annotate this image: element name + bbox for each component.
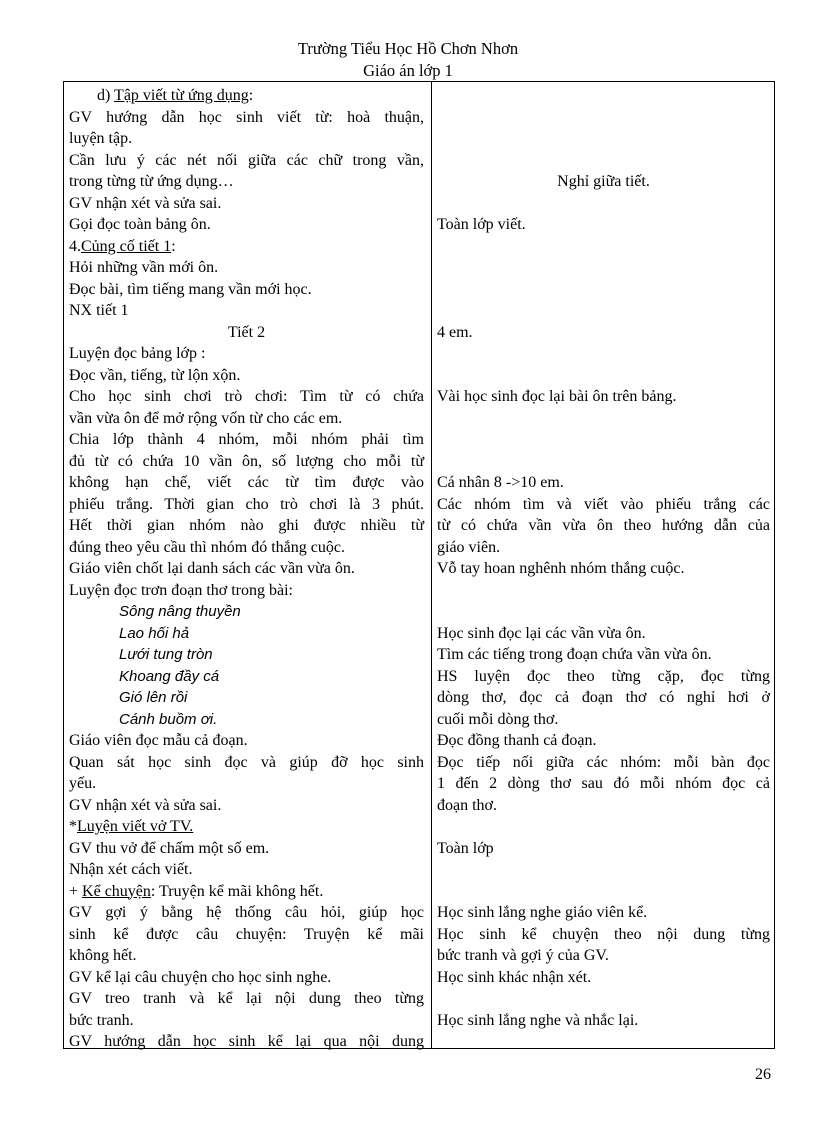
text-line: Học sinh khác nhận xét. xyxy=(437,968,592,986)
section-d-title: Tập viết từ ứng dụng xyxy=(114,87,249,104)
storytelling-heading xyxy=(69,881,424,903)
text-line: không hết. xyxy=(69,947,137,964)
text-line: Nhận xét cách viết. xyxy=(69,861,193,878)
text-line: 4 em. xyxy=(437,323,473,341)
column-divider xyxy=(431,82,432,1048)
text-line: đoạn thơ. xyxy=(437,796,498,814)
text-line: Luyện đọc trơn đoạn thơ trong bài: xyxy=(69,581,293,599)
text-line: sinh kể được câu chuyện: Truyện kể mãi xyxy=(69,925,424,943)
text-line: Đọc bài, tìm tiếng mang vần mới học. xyxy=(69,280,312,298)
text-line: Học sinh lắng nghe giáo viên kể. xyxy=(437,904,648,921)
poem-line: Sông nâng thuyền xyxy=(119,603,241,620)
text-line: trong từng từ ứng dụng… xyxy=(69,173,234,190)
text-line: luyện tập. xyxy=(69,130,133,147)
text-line: HS luyện đọc theo từng cặp, đọc từng xyxy=(437,667,770,685)
poem-line: Khoang đầy cá xyxy=(119,667,220,685)
text-line: GV hướng dẫn học sinh viết từ: hoà thuận, xyxy=(69,108,424,126)
text-line: Giáo viên đọc mẫu cả đoạn. xyxy=(69,732,248,749)
text-line: yếu. xyxy=(69,775,97,792)
poem-line: Lưới tung tròn xyxy=(119,646,213,663)
teacher-activities-column xyxy=(69,85,424,1053)
text-line: Hết thời gian nhóm nào ghi được nhiều từ xyxy=(69,517,424,534)
poem-line: Cánh buồm ơi. xyxy=(119,710,218,728)
plus-marker: + xyxy=(69,882,83,900)
writing-heading xyxy=(69,816,424,838)
section-4-heading xyxy=(69,236,424,258)
text-line: Vỗ tay hoan nghênh nhóm thắng cuộc. xyxy=(437,560,685,577)
text-line: đủ từ có chứa 10 vần ôn, số lượng cho mỗi từ xyxy=(69,452,424,470)
section-d-number: d) xyxy=(97,87,115,104)
text-line: GV nhận xét và sửa sai. xyxy=(69,796,222,814)
text-line: NX tiết 1 xyxy=(69,302,129,319)
poem-line: Lao hối hả xyxy=(119,624,190,642)
text-line: cuối mỗi dòng thơ. xyxy=(437,710,559,728)
text-line: 1 đến 2 dòng thơ sau đó mỗi nhóm đọc cả xyxy=(437,775,770,792)
text-line: Đọc đồng thanh cả đoạn. xyxy=(437,732,597,749)
period-2-heading: Tiết 2 xyxy=(227,323,266,341)
text-line: Tìm các tiếng trong đoạn chứa vần vừa ôn. xyxy=(437,646,712,663)
section-4-colon: : xyxy=(171,237,176,255)
text-line: GV thu vở để chấm một số em. xyxy=(69,839,270,857)
lesson-subtitle: Giáo án lớp 1 xyxy=(363,61,453,80)
text-line: Đọc vần, tiếng, từ lộn xộn. xyxy=(69,366,241,384)
text-line: GV nhận xét và sửa sai. xyxy=(69,194,222,212)
text-line: từ có chứa vần vừa ôn theo hướng dẫn của xyxy=(437,517,770,534)
text-line: Gọi đọc toàn bảng ôn. xyxy=(69,216,211,233)
text-line: phiếu trắng. Thời gian cho trò chơi là 3 phút. xyxy=(69,495,424,513)
text-line: Các nhóm tìm và viết vào phiếu trắng các xyxy=(437,495,770,513)
text-line: Luyện đọc bảng lớp : xyxy=(69,345,206,362)
section-d-heading xyxy=(69,85,424,107)
text-line: Nghỉ giữa tiết. xyxy=(557,173,650,190)
text-line: Học sinh lắng nghe và nhắc lại. xyxy=(437,1011,639,1029)
text-line: Đọc tiếp nối giữa các nhóm: mỗi bàn đọc xyxy=(437,753,770,771)
text-line: Quan sát học sinh đọc và giúp đỡ học sinh xyxy=(69,753,424,771)
text-line: giáo viên. xyxy=(437,538,501,556)
asterisk: * xyxy=(69,818,77,835)
text-line: đúng theo yêu cầu thì nhóm đó thắng cuộc. xyxy=(69,538,345,556)
text-line: Vài học sinh đọc lại bài ôn trên bảng. xyxy=(437,388,677,405)
text-line: Toàn lớp viết. xyxy=(437,216,526,233)
storytelling-subtitle: : Truyện kể mãi không hết. xyxy=(150,882,324,900)
storytelling-title: Kể chuyện xyxy=(82,882,151,900)
text-line: Giáo viên chốt lại danh sách các vần vừa ôn. xyxy=(69,560,355,577)
student-activities-column xyxy=(437,85,770,1031)
text-line: GV hướng dẫn học sinh kể lại qua nội dung xyxy=(69,1033,424,1050)
text-line: Chia lớp thành 4 nhóm, mỗi nhóm phải tìm xyxy=(69,431,424,448)
page-header xyxy=(0,38,816,82)
text-line: không hạn chế, viết các từ tìm được vào xyxy=(69,474,424,491)
text-line: vần vừa ôn để mở rộng vốn từ cho các em. xyxy=(69,409,343,427)
text-line: GV kể lại câu chuyện cho học sinh nghe. xyxy=(69,968,332,986)
section-d-colon: : xyxy=(248,87,254,104)
text-line: Hỏi những vần mới ôn. xyxy=(69,259,219,276)
text-line: GV treo tranh và kể lại nội dung theo từng xyxy=(69,990,424,1007)
text-line: Cá nhân 8 ->10 em. xyxy=(437,474,564,491)
text-line: Cho học sinh chơi trò chơi: Tìm từ có chứa xyxy=(69,388,424,405)
page-number: 26 xyxy=(755,1066,771,1083)
text-line: dòng thơ, đọc cả đoạn thơ có nghỉ hơi ở xyxy=(437,689,770,706)
text-line: bức tranh. xyxy=(69,1011,134,1029)
section-4-number: 4. xyxy=(69,237,81,255)
text-line: bức tranh và gợi ý của GV. xyxy=(437,947,609,964)
poem-line: Gió lên rồi xyxy=(119,689,188,706)
writing-title: Luyện viết vở TV. xyxy=(77,818,194,835)
text-line: GV gợi ý bằng hệ thống câu hỏi, giúp học xyxy=(69,904,424,921)
lesson-table xyxy=(63,81,775,1049)
text-line: Học sinh kể chuyện theo nội dung từng xyxy=(437,925,770,943)
text-line: Toàn lớp xyxy=(437,839,494,857)
section-4-title: Củng cố tiết 1 xyxy=(81,237,172,255)
school-name: Trường Tiểu Học Hồ Chơn Nhơn xyxy=(297,39,519,58)
text-line: Học sinh đọc lại các vần vừa ôn. xyxy=(437,624,646,642)
text-line: Cần lưu ý các nét nối giữa các chữ trong vần, xyxy=(69,151,424,169)
